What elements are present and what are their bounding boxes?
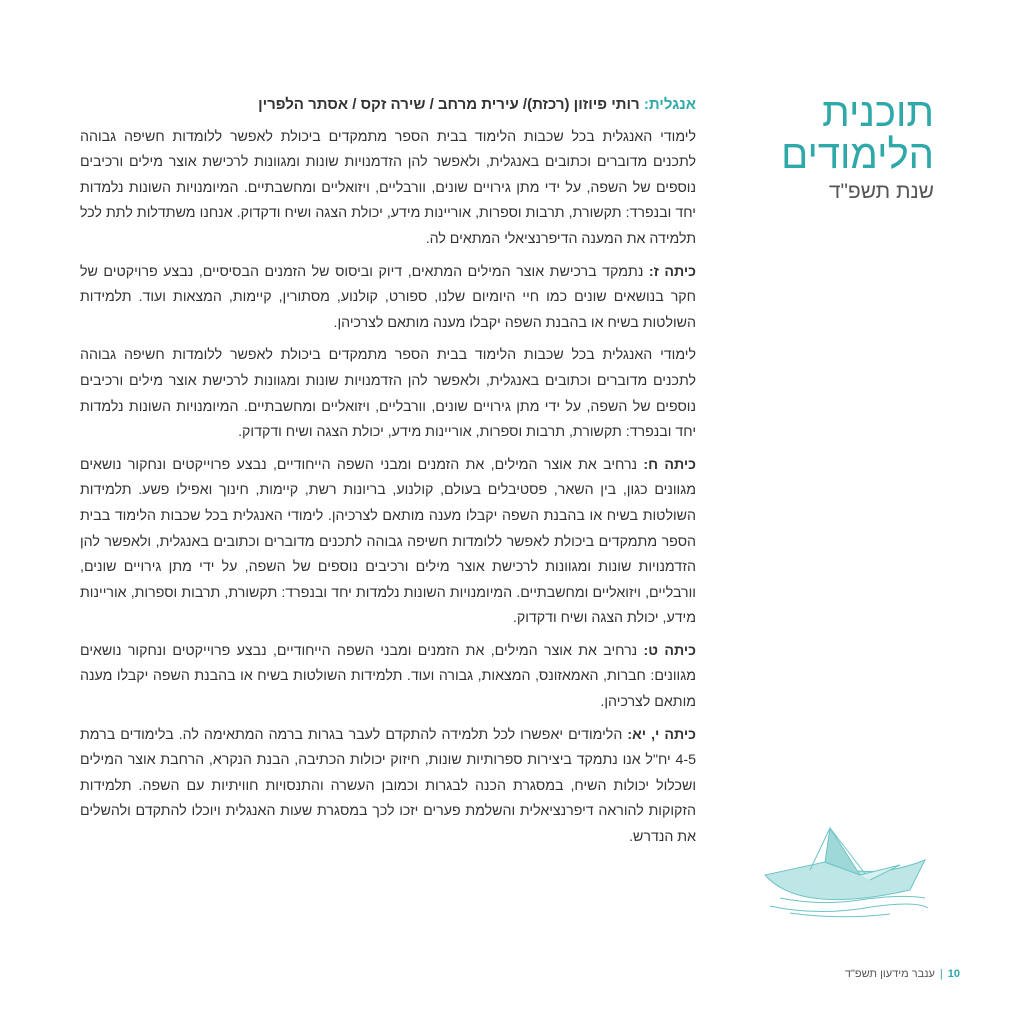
section-label: אנגלית: [643, 96, 696, 113]
paragraph-text: נתמקד ברכישת אוצר המילים המתאים, דיוק וביסוס של הזמנים הבסיסיים, נבצע פרויקטים של חקר בנושאים שונים כמו חיי היומיום שלנו, ספורט, קולנוע, מסתורין, קיימות, המצאות ועוד. תלמידות השולטות בשיח או בהבנת השפה יקבלו מענה מותאם לצרכיהן. [80, 263, 696, 331]
footer-text: ענבר מידעון תשפ"ד [844, 968, 935, 980]
paragraph-grade-10-11 [80, 723, 696, 851]
section-teachers: רותי פיוזון (רכזת)/ עירית מרחב / שירה זקס / אסתר הלפרין [258, 96, 644, 113]
page-number: 10 [947, 968, 960, 980]
section-heading [80, 92, 696, 118]
grade-label: כיתה ז: [648, 263, 696, 280]
page-title-line-2: הלימודים [781, 133, 934, 177]
grade-label: כיתה ח: [643, 456, 696, 473]
page-subtitle: שנת תשפ"ד [828, 180, 934, 203]
paragraph-intro [80, 125, 696, 253]
paragraph-text: לימודי האנגלית בכל שכבות הלימוד בבית הספר מתמקדים ביכולת לאפשר ללומדות חשיפה גבוהה לתכנים מדוברים וכתובים באנגלית, ולאפשר להן הזדמנויות שונות ומגוונות לרכישת אוצר מילים ורכיבים נוספים של השפה, על ידי מתן גירויים שונים, וורבליים, ויזואליים ומחשבתיים. המיומנויות השונות נלמדות יחד ובנפרד: תקשורת, תרבות וספרות, אוריינות מידע, יכולת הצגה ושיח ודקדוק. אנחנו משתדלות לתת לכל תלמידה את המענה הדיפרנציאלי המתאים לה. [80, 128, 696, 247]
paragraph-text: נרחיב את אוצר המילים, את הזמנים ומבני השפה הייחודיים, נבצע פרוייקטים ונחקור נושאים מגוונים: חברות, האמאזונס, המצאות, גבורה ועוד. תלמידות השולטות בשיח או בהבנת השפה יקבלו מענה מותאם לצרכיהן. [80, 642, 696, 711]
paragraph-grade-8 [80, 453, 696, 632]
page-footer [845, 968, 960, 980]
grade-label: כיתה י, יא: [627, 726, 696, 743]
paragraph-text: נרחיב את אוצר המילים, את הזמנים ומבני השפה הייחודיים, נבצע פרוייקטים ונחקור נושאים מגוונים כגון, בין השאר, פסטיבלים בעולם, קולנוע, בריונות רשת, קיימות, חינוך ואפילו פשע. תלמידות השולטות בשיח או בהבנת השפה יקבלו מענה מותאם לצרכיהן. לימודי האנגלית בכל שכבות הלימוד בבית הספר מתמקדים ביכולת לאפשר ללומדות חשיפה גבוהה לתכנים מדוברים וכתובים באנגלית, ולאפשר להן הזדמנויות שונות ומגוונות לרכישת אוצר מילים ורכיבים נוספים של השפה, על ידי מתן גירויים שונים, וורבליים, ויזואליים ומחשבתיים. המיומנויות השונות נלמדות יחד ובנפרד: תקשורת, תרבות וספרות, אוריינות מידע, יכולת הצגה ושיח ודקדוק. [80, 456, 696, 627]
paragraph-text: הלימודים יאפשרו לכל תלמידה להתקדם לעבר בגרות ברמה המתאימה לה. בלימודים ברמת 4-5 יח"ל אנו נתמקד ביצירות ספרותיות שונות, חיזוק יכולות הכתיבה, הבנת הנקרא, הרחבת אוצר המילים ושכלול יכולות השיח, במסגרת הכנה לבגרות וכמובן העשרה והתנסויות חוויתיות עם השפה. תלמידות הזקוקות להוראה דיפרנציאלית והשלמת פערים יזכו לכך במסגרת שעות האנגלית ויוכלו להתקדם ולהשלים את הנדרש. [80, 726, 696, 846]
page-title-block [714, 92, 934, 204]
page-title-line-1: תוכנית [822, 91, 934, 135]
paragraph-general [80, 343, 696, 445]
article-body [80, 92, 696, 858]
footer-separator: | [939, 968, 943, 980]
paper-boat-icon [760, 820, 930, 920]
paragraph-grade-9 [80, 639, 696, 716]
grade-label: כיתה ט: [643, 642, 696, 659]
paragraph-text: לימודי האנגלית בכל שכבות הלימוד בבית הספר מתמקדים ביכולת לאפשר ללומדות חשיפה גבוהה לתכנים מדוברים וכתובים באנגלית, ולאפשר להן הזדמנויות שונות ומגוונות לרכישת אוצר מילים ורכיבים נוספים של השפה, על ידי מתן גירויים שונים, וורבליים, ויזואליים ומחשבתיים. המיומנויות השונות נלמדות יחד ובנפרד: תקשורת, תרבות וספרות, אוריינות מידע, יכולת הצגה ושיח ודקדוק. [80, 347, 696, 441]
paragraph-grade-7 [80, 260, 696, 337]
